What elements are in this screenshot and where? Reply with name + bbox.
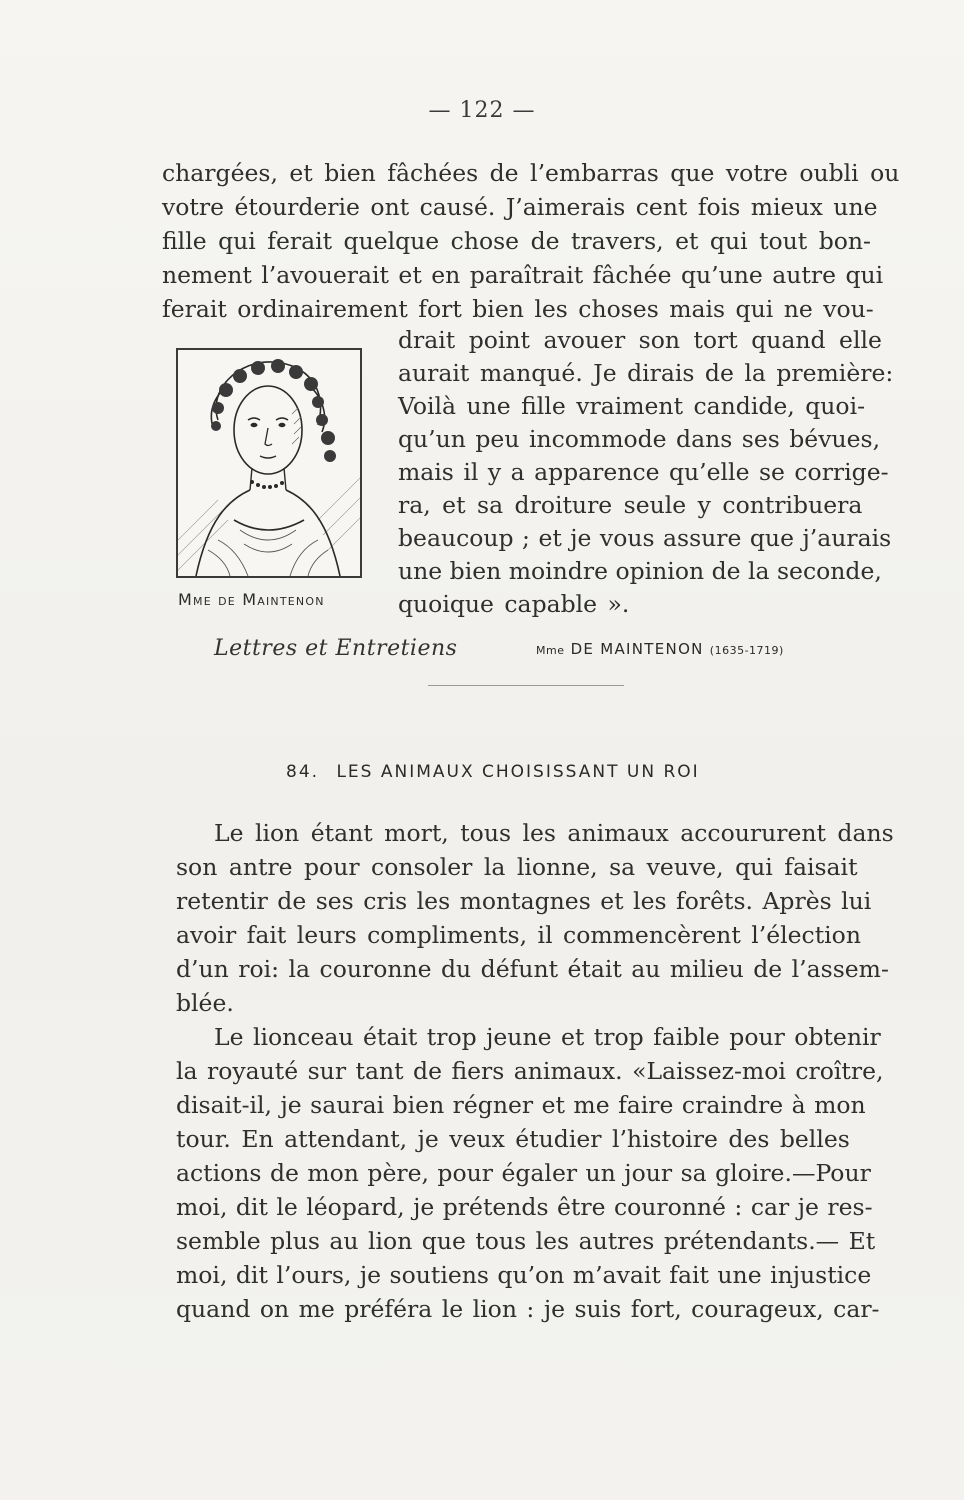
text-line: mais il y a apparence qu’elle se corrige- — [398, 458, 889, 486]
text-line: ra, et sa droiture seule y contribuera — [398, 491, 863, 519]
text-line: son antre pour consoler la lionne, sa veuve, qui faisait — [176, 853, 858, 881]
text-line: semble plus au lion que tous les autres prétendants.— Et — [176, 1227, 876, 1255]
source-author — [536, 640, 784, 658]
text-line: moi, dit le léopard, je prétends être couronné : car je res- — [176, 1193, 873, 1221]
text-line: drait point avouer son tort quand elle — [398, 326, 882, 354]
text-line: actions de mon père, pour égaler un jour sa gloire.—Pour — [176, 1159, 871, 1187]
text-line: avoir fait leurs compliments, il commencèrent l’élection — [176, 921, 861, 949]
text-line: nement l’avouerait et en paraîtrait fâchée qu’une autre qui — [162, 261, 884, 289]
section-number: 84. — [286, 762, 320, 782]
source-work-title: Lettres et Entretiens — [214, 636, 458, 661]
author-name: DE MAINTENON — [570, 640, 704, 658]
text-line: chargées, et bien fâchées de l’embarras que votre oubli ou — [162, 159, 900, 187]
section-title-text: LES ANIMAUX CHOISISSANT UN ROI — [336, 762, 700, 782]
section-heading — [286, 762, 700, 782]
text-line: moi, dit l’ours, je soutiens qu’on m’avait fait une injustice — [176, 1261, 872, 1289]
text-line: beaucoup ; et je vous assure que j’aurais — [398, 524, 892, 552]
text-line: d’un roi: la couronne du défunt était au milieu de l’assem- — [176, 955, 889, 983]
author-dates: (1635-1719) — [709, 644, 784, 657]
text-line: blée. — [176, 989, 234, 1017]
author-title: Mme — [536, 644, 565, 657]
text-line: qu’un peu incommode dans ses bévues, — [398, 425, 881, 453]
text-line: fille qui ferait quelque chose de travers, et qui tout bon- — [162, 227, 871, 255]
section-divider — [428, 685, 624, 686]
text-line: tour. En attendant, je veux étudier l’histoire des belles — [176, 1125, 850, 1153]
text-line: une bien moindre opinion de la seconde, — [398, 557, 882, 585]
text-line: Voilà une fille vraiment candide, quoi- — [398, 392, 866, 420]
text-line: votre étourderie ont causé. J’aimerais cent fois mieux une — [162, 193, 878, 221]
text-line: la royauté sur tant de fiers animaux. «Laissez-moi croître, — [176, 1057, 884, 1085]
text-line: ferait ordinairement fort bien les choses mais qui ne vou- — [162, 295, 874, 323]
portrait-drawing — [178, 350, 360, 576]
text-line: quoique capable ». — [398, 590, 630, 618]
text-line: aurait manqué. Je dirais de la première: — [398, 359, 894, 387]
text-line: Le lionceau était trop jeune et trop faible pour obtenir — [214, 1023, 881, 1051]
text-line: quand on me préféra le lion : je suis fort, courageux, car- — [176, 1295, 880, 1323]
portrait-illustration — [176, 348, 362, 578]
text-line: retentir de ses cris les montagnes et les forêts. Après lui — [176, 887, 872, 915]
text-line: Le lion étant mort, tous les animaux accoururent dans — [214, 819, 894, 847]
page-number: — 122 — — [428, 98, 536, 123]
portrait-caption: Mme de Maintenon — [178, 590, 325, 609]
text-line: disait-il, je saurai bien régner et me faire craindre à mon — [176, 1091, 866, 1119]
